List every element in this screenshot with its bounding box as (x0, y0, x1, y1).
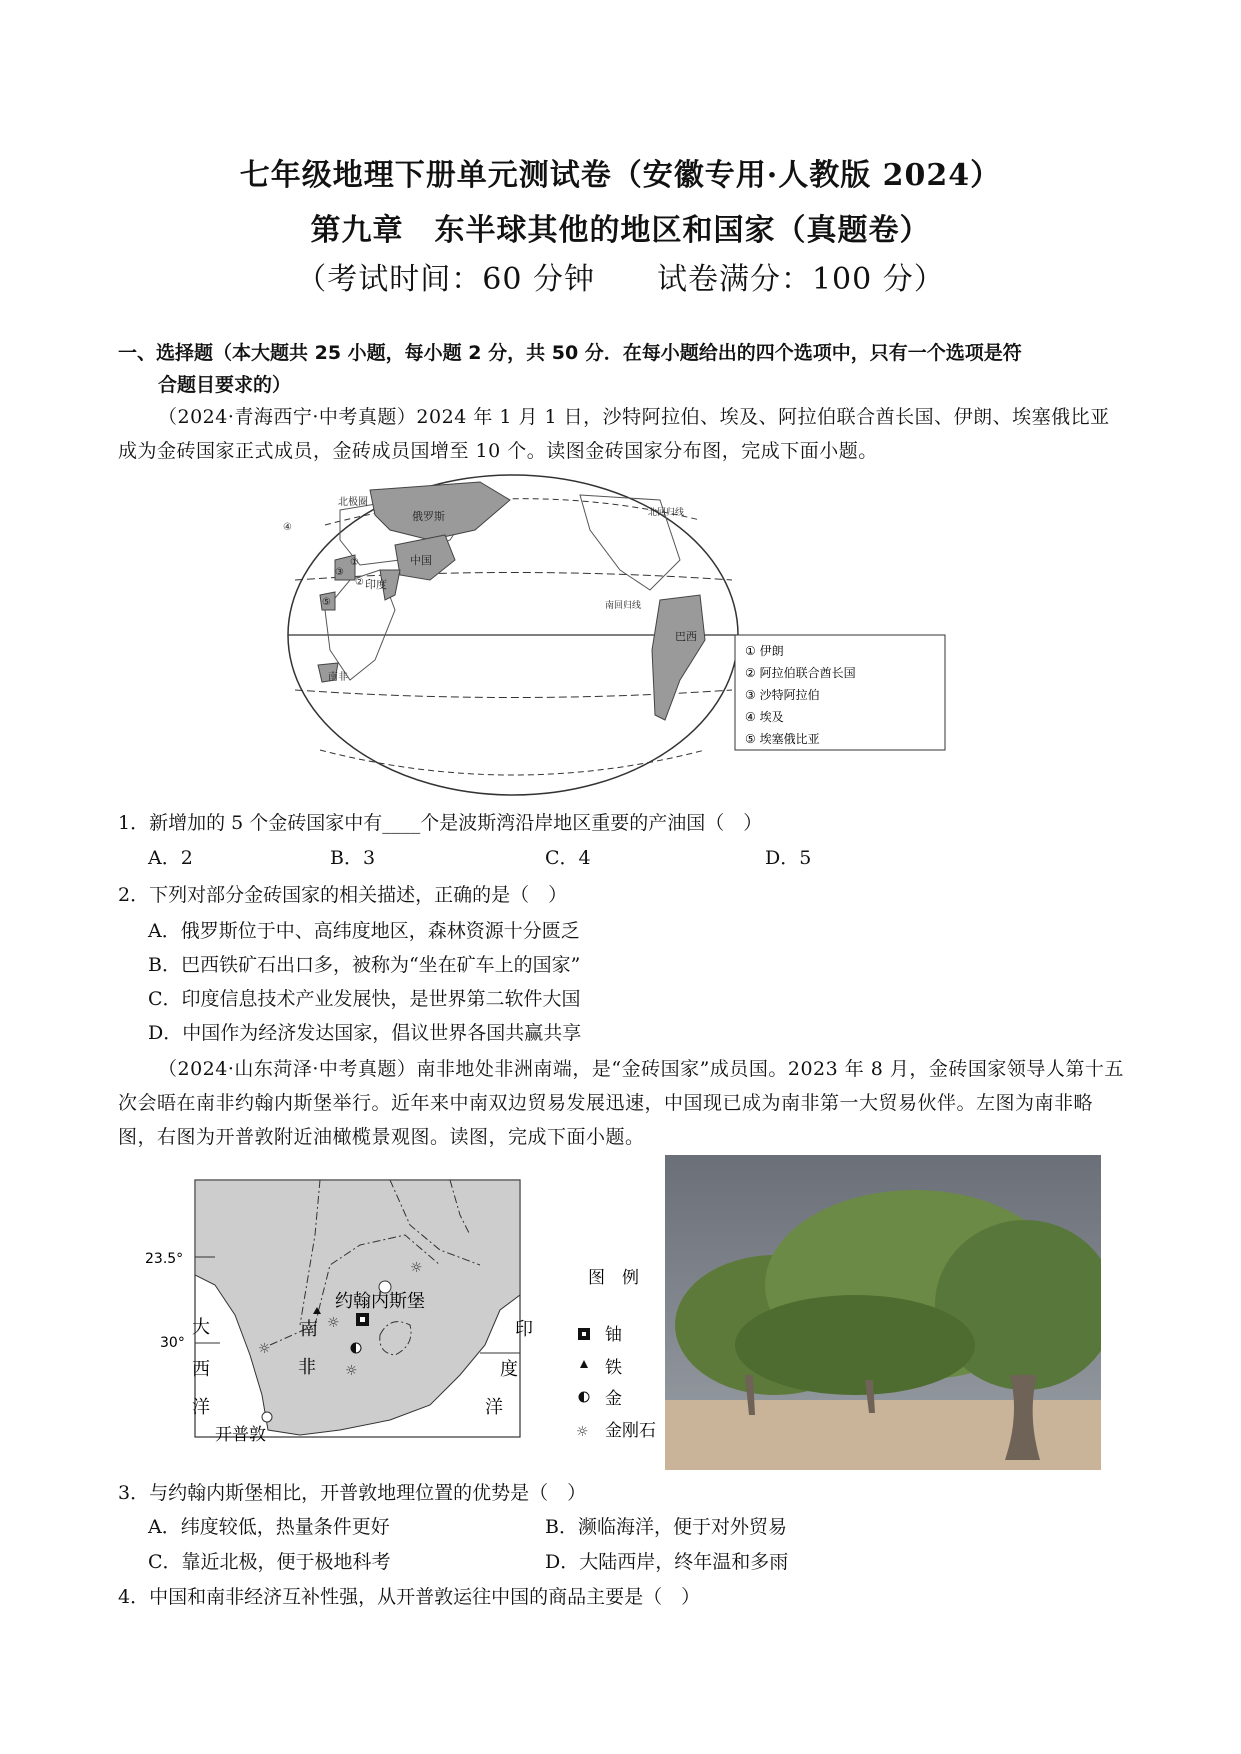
section-heading (118, 337, 1128, 401)
label-china: 中国 (410, 554, 432, 567)
question-4-stem: 4．中国和南非经济互补性强，从开普敦运往中国的商品主要是（ ） (118, 1586, 701, 1608)
map2-legend-title: 图 例 (588, 1268, 639, 1288)
label-atlantic-2: 西 (192, 1359, 210, 1380)
marker-2: ② (355, 577, 364, 588)
q1-option-d: D．5 (765, 847, 812, 869)
label-tropic-capricorn: 南回归线 (605, 601, 642, 611)
svg-text:☼: ☼ (576, 1424, 589, 1440)
label-johannesburg: 约翰内斯堡 (335, 1291, 425, 1312)
label-country-1: 南 (300, 1319, 318, 1340)
marker-1: ① (350, 557, 359, 568)
question-3-stem: 3．与约翰内斯堡相比，开普敦地理位置的优势是（ ） (118, 1482, 587, 1504)
label-indian-1: 印 (515, 1319, 533, 1340)
legend-uranium: 铀 (605, 1325, 622, 1345)
latitude-23-5: 23.5° (145, 1251, 184, 1267)
svg-text:☼: ☼ (258, 1341, 271, 1357)
exam-title: 七年级地理下册单元测试卷（安徽专用·人教版 2024） (239, 158, 1002, 193)
legend-item-5: ⑤ 埃塞俄比亚 (745, 732, 820, 746)
passage-1: （2024·青海西宁·中考真题）2024 年 1 月 1 日，沙特阿拉伯、埃及、阿拉伯联合酋长国、伊朗、埃塞俄比亚成为金砖国家正式成员，金砖成员国增至 10 个。读图金砖国家分布图，完成下面小题。 (118, 406, 1110, 462)
q2-option-c: C．印度信息技术产业发展快，是世界第二软件大国 (148, 988, 581, 1010)
q1-option-b: B．3 (330, 847, 376, 869)
question-1-stem: 1．新增加的 5 个金砖国家中有____个是波斯湾沿岸地区重要的产油国（ ） (118, 812, 763, 834)
q2-option-a: A．俄罗斯位于中、高纬度地区，森林资源十分匮乏 (148, 920, 580, 942)
q1-option-a: A．2 (148, 847, 193, 869)
q3-option-b: B．濒临海洋，便于对外贸易 (545, 1516, 787, 1538)
olive-tree-photo (665, 1155, 1101, 1470)
legend-iron: 铁 (605, 1358, 622, 1378)
legend-item-1: ① 伊朗 (745, 644, 784, 658)
label-arctic: 北极圈 (338, 497, 368, 508)
marker-4: ④ (283, 522, 292, 533)
marker-3: ③ (335, 567, 344, 578)
legend-item-3: ③ 沙特阿拉伯 (745, 688, 820, 702)
section-heading-line2: 合题目要求的） (158, 374, 292, 396)
section-heading-line1: 一、选择题（本大题共 25 小题，每小题 2 分，共 50 分．在每小题给出的四个选项中，只有一个选项是符 (118, 342, 1022, 364)
legend-gold: 金 (605, 1389, 622, 1409)
label-indian-2: 度 (500, 1359, 518, 1380)
legend-diamond: 金刚石 (605, 1421, 656, 1441)
label-tropic-cancer: 北回归线 (648, 508, 685, 518)
label-atlantic-1: 大 (192, 1317, 210, 1338)
label-south-africa: 南非 (328, 672, 348, 683)
legend-item-2: ② 阿拉伯联合酋长国 (745, 666, 856, 680)
marker-5: ⑤ (322, 597, 331, 608)
label-indian-3: 洋 (485, 1397, 503, 1418)
q2-option-b: B．巴西铁矿石出口多，被称为“坐在矿车上的国家” (148, 954, 581, 976)
label-capetown: 开普敦 (215, 1425, 266, 1445)
label-country-2: 非 (298, 1357, 316, 1378)
q2-option-d: D．中国作为经济发达国家，倡议世界各国共赢共享 (148, 1022, 582, 1044)
svg-text:☼: ☼ (327, 1315, 340, 1331)
q3-option-c: C．靠近北极，便于极地科考 (148, 1551, 391, 1573)
svg-text:☼: ☼ (410, 1260, 423, 1276)
q3-option-a: A．纬度较低，热量条件更好 (148, 1516, 390, 1538)
label-atlantic-3: 洋 (192, 1397, 210, 1418)
label-brazil: 巴西 (675, 630, 697, 643)
south-africa-map (140, 1175, 660, 1455)
exam-info: （考试时间：60 分钟 试卷满分：100 分） (296, 262, 945, 297)
question-2-stem: 2．下列对部分金砖国家的相关描述，正确的是（ ） (118, 884, 568, 906)
passage-2: （2024·山东菏泽·中考真题）南非地处非洲南端，是“金砖国家”成员国。2023 年 8 月，金砖国家领导人第十五次会晤在南非约翰内斯堡举行。近年来中南双边贸易发展迅速，中国现已成为南非第一大贸易伙伴。左图为南非略图，右图为开普敦附近油橄榄景观图。读图，完成下面小题。 (118, 1058, 1124, 1148)
label-india: 印度 (365, 578, 387, 591)
latitude-30: 30° (160, 1335, 185, 1351)
q1-option-c: C．4 (545, 847, 591, 869)
brics-world-map (280, 470, 975, 800)
q3-option-d: D．大陆西岸，终年温和多雨 (545, 1551, 789, 1573)
label-russia: 俄罗斯 (412, 510, 445, 523)
legend-item-4: ④ 埃及 (745, 710, 784, 724)
chapter-title: 第九章 东半球其他的地区和国家（真题卷） (310, 213, 931, 248)
svg-text:☼: ☼ (345, 1363, 358, 1379)
